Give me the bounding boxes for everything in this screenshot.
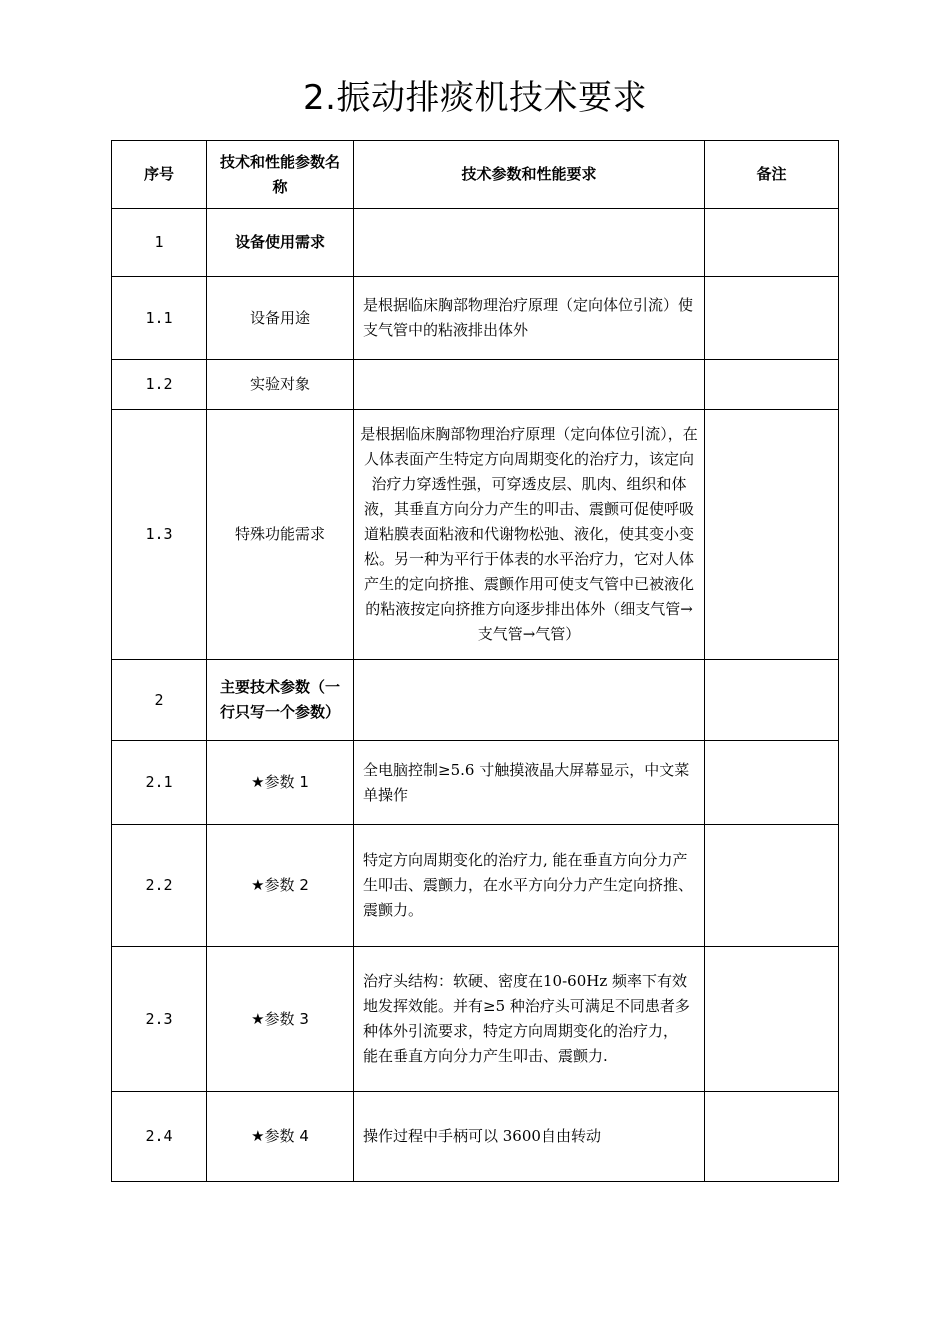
row-req: 是根据临床胸部物理治疗原理（定向体位引流）使支气管中的粘液排出体外: [354, 277, 705, 360]
row-note: [705, 209, 839, 277]
row-no: 2.4: [112, 1092, 207, 1182]
row-name: 设备使用需求: [207, 209, 354, 277]
row-no: 1.1: [112, 277, 207, 360]
row-req: 是根据临床胸部物理治疗原理（定向体位引流），在人体表面产生特定方向周期变化的治疗力，该定向治疗力穿透性强，可穿透皮层、肌肉、组织和体液，其垂直方向分力产生的叩击、震颤可促使呼吸道粘膜表面粘液和代谢物松弛、液化，使其变小变松。另一种为平行于体表的水平治疗力，它对人体产生的定向挤推、震颤作用可使支气管中已被液化的粘液按定向挤推方向逐步排出体外（细支气管→支气管→气管）: [354, 410, 705, 660]
spec-table: [111, 140, 839, 1182]
table-row: [112, 741, 839, 825]
row-req: [354, 209, 705, 277]
page-title: 2.振动排痰机技术要求: [303, 78, 647, 118]
row-req: 操作过程中手柄可以 3600自由转动: [354, 1092, 705, 1182]
row-note: [705, 277, 839, 360]
row-note: [705, 660, 839, 741]
table-row: [112, 277, 839, 360]
row-name: ★参数 3: [207, 947, 354, 1092]
row-req: 特定方向周期变化的治疗力, 能在垂直方向分力产生叩击、震颤力，在水平方向分力产生定向挤推、震颤力。: [354, 825, 705, 947]
row-req: [354, 360, 705, 410]
table-row: [112, 660, 839, 741]
row-no: 1.3: [112, 410, 207, 660]
header-name: 技术和性能参数名称: [207, 141, 354, 209]
header-no: 序号: [112, 141, 207, 209]
row-name: 特殊功能需求: [207, 410, 354, 660]
row-note: [705, 741, 839, 825]
row-no: 2.3: [112, 947, 207, 1092]
row-note: [705, 410, 839, 660]
row-req: [354, 660, 705, 741]
row-no: 2.1: [112, 741, 207, 825]
row-note: [705, 1092, 839, 1182]
row-note: [705, 947, 839, 1092]
row-name: ★参数 1: [207, 741, 354, 825]
table-header-row: [112, 141, 839, 209]
row-name: ★参数 4: [207, 1092, 354, 1182]
row-name: 主要技术参数（一行只写一个参数）: [207, 660, 354, 741]
row-name: 设备用途: [207, 277, 354, 360]
table-row: [112, 825, 839, 947]
row-no: 1: [112, 209, 207, 277]
table-row: [112, 410, 839, 660]
row-name: 实验对象: [207, 360, 354, 410]
row-req: 全电脑控制≥5.6 寸触摸液晶大屏幕显示，中文菜单操作: [354, 741, 705, 825]
table-row: [112, 1092, 839, 1182]
row-no: 2: [112, 660, 207, 741]
row-no: 2.2: [112, 825, 207, 947]
header-req: 技术参数和性能要求: [354, 141, 705, 209]
row-req: 治疗头结构：软硬、密度在10-60Hz 频率下有效地发挥效能。并有≥5 种治疗头可满足不同患者多种体外引流要求，特定方向周期变化的治疗力， 能在垂直方向分力产生叩击、震颤力.: [354, 947, 705, 1092]
row-note: [705, 360, 839, 410]
table-row: [112, 360, 839, 410]
row-no: 1.2: [112, 360, 207, 410]
header-note: 备注: [705, 141, 839, 209]
row-note: [705, 825, 839, 947]
row-name: ★参数 2: [207, 825, 354, 947]
table-row: [112, 209, 839, 277]
table-row: [112, 947, 839, 1092]
